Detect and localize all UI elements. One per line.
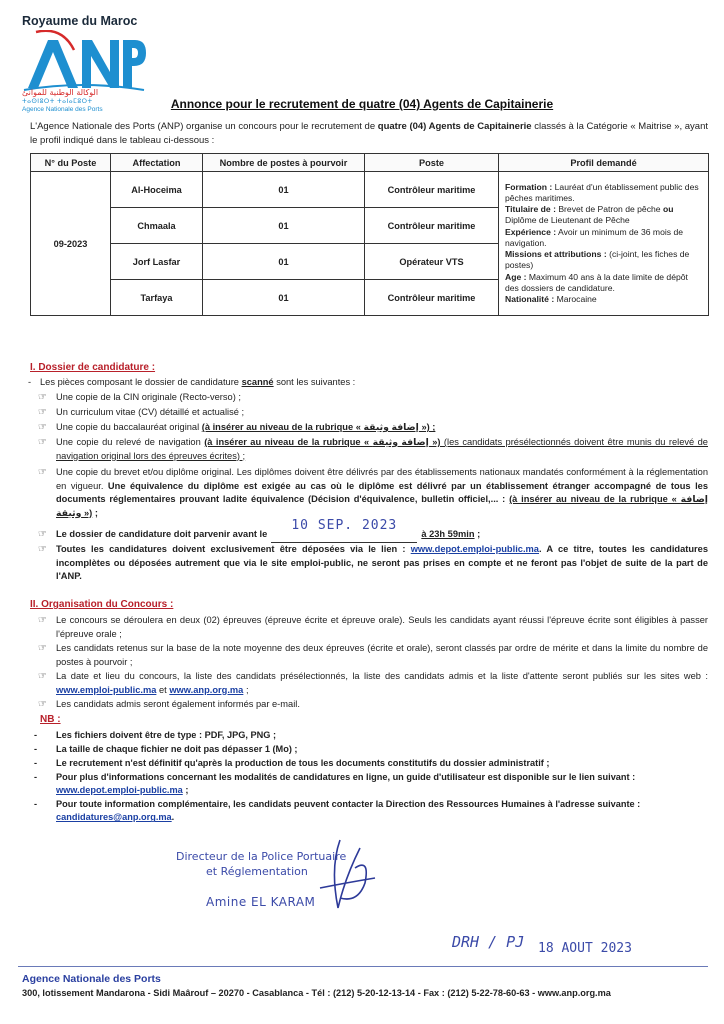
table-header: Profil demandé xyxy=(499,154,709,172)
profile-cell xyxy=(499,172,709,316)
pointing-hand-icon: ☞ xyxy=(38,671,47,682)
deadline-time: à 23h 59min xyxy=(421,529,475,539)
list-item: - Les fichiers doivent être de type : PDF, JPG, PNG ; xyxy=(34,730,277,740)
profile-value: Lauréat d'un établissement public des pêches maritimes. xyxy=(505,181,699,204)
profile-label: Missions et attributions : xyxy=(505,249,607,260)
list-item xyxy=(38,543,708,584)
ref-handwritten: DRH / PJ xyxy=(452,933,525,951)
handwritten-signature xyxy=(300,838,390,918)
list-item: - Le recrutement n'est définitif qu'après la production de tous les documents constitutifs du dossier administratif ; xyxy=(34,758,550,768)
emploi-public-link[interactable]: www.emploi-public.ma xyxy=(56,684,157,695)
guide-link[interactable]: www.depot.emploi-public.ma xyxy=(56,785,183,796)
item-text-underlined: (les candidats présélectionnés doivent être munis du relevé de navigation original lors des épreuves écrites) ; xyxy=(56,437,708,461)
profile-value: Marocaine xyxy=(554,293,597,304)
item-text: Une copie de la CIN originale (Recto-verso) ; xyxy=(56,392,241,402)
table-header-row xyxy=(31,154,709,172)
item-text-bold: (à insérer au niveau de la rubrique « إضافة وثيقة ») ; xyxy=(201,422,436,432)
deadline-text: ; xyxy=(474,529,481,539)
poste-cell: Contrôleur maritime xyxy=(365,172,499,208)
list-item xyxy=(38,391,708,405)
intro-text-bold: quatre (04) Agents de Capitainerie xyxy=(377,121,532,132)
item-text: Une copie du baccalauréat original xyxy=(56,422,202,432)
kingdom-label: Royaume du Maroc xyxy=(22,14,138,28)
item-text: Un curriculum vitae (CV) détaillé et actualisé ; xyxy=(56,407,245,417)
page-title: Annonce pour le recrutement de quatre (04) Agents de Capitainerie xyxy=(170,97,554,111)
section-title-organisation: II. Organisation du Concours : xyxy=(30,599,174,610)
profile-label: Expérience : xyxy=(505,226,557,237)
profile-value: Avoir un minimum de 36 mois de navigation. xyxy=(505,226,684,248)
poste-cell: Opérateur VTS xyxy=(365,244,499,280)
deadline-text: Le dossier de candidature doit parvenir avant le xyxy=(56,529,268,539)
item-text-bold: (à insérer au niveau de la rubrique « إضافة وثيقة ») xyxy=(56,494,708,518)
deadline-field xyxy=(271,518,417,543)
nb-text: Pour toute information complémentaire, les candidats peuvent contacter la Direction des Ressources Humaines à l'adresse suivante : xyxy=(56,799,641,809)
pointing-hand-icon: ☞ xyxy=(38,407,47,418)
list-item xyxy=(38,670,708,697)
posts-table xyxy=(30,153,709,316)
list-item xyxy=(38,614,708,641)
item-text: et xyxy=(156,684,170,695)
pointing-hand-icon: ☞ xyxy=(38,615,47,626)
pointing-hand-icon: ☞ xyxy=(38,544,47,555)
lead-text-bold: scanné xyxy=(241,377,274,387)
item-text-bold: ; xyxy=(92,507,98,518)
item-text-bold: . A ce titre, toutes les candidatures incomplètes ou déposées autrement que via le site emploi-public, ne seront pas prises en compte et ne feront pas l'objet de suite de la part de l'ANP. xyxy=(56,544,708,582)
list-item xyxy=(38,642,708,669)
affectation-cell: Chmaala xyxy=(111,208,203,244)
signature-title-1: Directeur de la Police Portuaire xyxy=(176,850,347,863)
item-text: Une copie du brevet et/ou diplôme original. Les diplômes doivent être délivrés par des établissements nationaux mandatés conformément à la réglementation en vigueur. xyxy=(56,467,708,491)
nb-title: NB : xyxy=(40,714,61,725)
pointing-hand-icon: ☞ xyxy=(38,392,47,403)
table-header: Affectation xyxy=(111,154,203,172)
footer-address: 300, lotissement Mandarona - Sidi Maârouf – 20270 - Casablanca - Tél : (212) 5-20-12-13-14 - Fax : (212) 5-22-78-60-63 - www.anp.org.ma xyxy=(22,988,611,998)
table-row xyxy=(31,172,709,208)
pointing-hand-icon: ☞ xyxy=(38,643,47,654)
list-item: - Pour toute information complémentaire, les candidats peuvent contacter la Direction des Ressources Humaines à l'adresse suivante : candidatures@anp.org.ma. xyxy=(34,799,641,823)
depot-link[interactable]: www.depot.emploi-public.ma xyxy=(410,544,539,554)
logo-french-text: Agence Nationale des Ports xyxy=(22,106,103,113)
nb-text: ; xyxy=(182,785,189,796)
footer-divider xyxy=(18,966,708,967)
profile-value: Diplôme de Lieutenant de Pêche xyxy=(505,215,630,226)
pointing-hand-icon: ☞ xyxy=(38,699,47,710)
nombre-cell: 01 xyxy=(203,280,365,316)
item-text-bold: (à insérer au niveau de la rubrique « إضافة وثيقة ») xyxy=(204,437,441,447)
lead-text: Les pièces composant le dossier de candidature xyxy=(40,377,242,387)
intro-paragraph xyxy=(30,120,708,148)
table-header: Nombre de postes à pourvoir xyxy=(203,154,365,172)
nombre-cell: 01 xyxy=(203,208,365,244)
anp-link[interactable]: www.anp.org.ma xyxy=(169,684,244,695)
logo-tifinagh-text: ⵜⴰⵙⵏⵓⵔⵜ ⵜⴰⵏⴰⵎⵓⵔⵜ xyxy=(22,99,93,105)
list-item: - Pour plus d'informations concernant les modalités de candidatures en ligne, un guide d'utilisateur est disponible sur le lien suivant : www.depot.emploi-public.ma ; xyxy=(34,772,636,796)
list-item xyxy=(38,421,708,435)
nb-text: Pour plus d'informations concernant les modalités de candidatures en ligne, un guide d'utilisateur est disponible sur le lien suivant : xyxy=(56,772,636,782)
affectation-cell: Tarfaya xyxy=(111,280,203,316)
table-header: N° du Poste xyxy=(31,154,111,172)
signature-name: Amine EL KARAM xyxy=(206,895,316,909)
poste-cell: Contrôleur maritime xyxy=(365,208,499,244)
list-item xyxy=(38,518,708,543)
profile-label: Nationalité : xyxy=(505,293,555,304)
item-text: La date et lieu du concours, la liste des candidats présélectionnés, la liste des candidats admis et la liste d'attente seront publiés sur les sites web : xyxy=(56,671,708,681)
signature-title-2: et Réglementation xyxy=(206,865,308,878)
list-item xyxy=(38,436,708,463)
logo-arabic-text: الوكالة الوطنية للموانئ xyxy=(22,88,99,97)
received-date-stamp: 18 AOUT 2023 xyxy=(538,941,632,956)
profile-or: ou xyxy=(662,204,674,215)
section1-lead: - Les pièces composant le dossier de candidature scanné sont les suivantes : xyxy=(28,377,356,387)
intro-text-a: L'Agence Nationale des Ports (ANP) organise un concours pour le recrutement de xyxy=(30,121,378,132)
item-text: Le concours se déroulera en deux (02) épreuves (épreuve écrite et épreuve orale). Seuls les candidats ayant réussi l'épreuve écrite sont éligibles à passer l'épreuve orale ; xyxy=(56,615,708,639)
affectation-cell: Al-Hoceima xyxy=(111,172,203,208)
nb-text: Le recrutement n'est définitif qu'après la production de tous les documents constitutifs du dossier administratif ; xyxy=(56,758,550,768)
profile-value: Brevet de Patron de pêche xyxy=(555,204,663,215)
table-header: Poste xyxy=(365,154,499,172)
list-item xyxy=(38,466,708,520)
pointing-hand-icon: ☞ xyxy=(38,467,47,478)
pointing-hand-icon: ☞ xyxy=(38,437,47,448)
item-text: ; xyxy=(243,684,249,695)
post-number: 09-2023 xyxy=(31,172,111,316)
affectation-cell: Jorf Lasfar xyxy=(111,244,203,280)
poste-cell: Contrôleur maritime xyxy=(365,280,499,316)
section-title-dossier: I. Dossier de candidature : xyxy=(30,362,156,373)
email-link[interactable]: candidatures@anp.org.ma xyxy=(56,812,172,823)
deadline-date-stamp: 10 SEP. 2023 xyxy=(291,518,398,533)
nombre-cell: 01 xyxy=(203,244,365,280)
item-text: Les candidats retenus sur la base de la note moyenne des deux épreuves (écrite et orale), seront classés par ordre de mérite et dans la limite du nombre de postes à pourvoir ; xyxy=(56,643,708,667)
list-item xyxy=(38,406,708,420)
profile-label: Formation : xyxy=(505,181,553,192)
pointing-hand-icon: ☞ xyxy=(38,422,47,433)
profile-value: Maximum 40 ans à la date limite de dépôt des dossiers de candidature. xyxy=(505,271,688,293)
item-text: Une copie du relevé de navigation xyxy=(56,437,205,447)
item-text-bold: Toutes les candidatures doivent exclusivement être déposées via le lien : xyxy=(56,544,411,554)
item-text-bold: Une équivalence du diplôme est exigée au cas où le diplôme est délivré par un établissement étranger accompagné de tous les documents réglementaires prouvant ladite équivalence (Décision d'équivalence, bulletin officiel,... : xyxy=(56,480,708,505)
list-item xyxy=(38,698,708,712)
intro-text-b: classés à la Catégorie « Maitrise », ayant le profil indiqué dans le tableau ci-dessous : xyxy=(30,121,708,146)
profile-value: (ci-joint, les fiches de postes) xyxy=(505,249,690,271)
pointing-hand-icon: ☞ xyxy=(38,529,47,540)
footer-org: Agence Nationale des Ports xyxy=(22,973,161,985)
list-item: - La taille de chaque fichier ne doit pas dépasser 1 (Mo) ; xyxy=(34,744,298,754)
item-text: Les candidats admis seront également informés par e-mail. xyxy=(56,699,300,709)
nb-text: . xyxy=(171,812,175,823)
profile-label: Age : xyxy=(505,271,527,282)
profile-label: Titulaire de : xyxy=(505,204,556,215)
nb-text: La taille de chaque fichier ne doit pas dépasser 1 (Mo) ; xyxy=(56,744,298,754)
nb-text: Les fichiers doivent être de type : PDF, JPG, PNG ; xyxy=(56,730,277,740)
lead-text: sont les suivantes : xyxy=(273,377,356,387)
nombre-cell: 01 xyxy=(203,172,365,208)
